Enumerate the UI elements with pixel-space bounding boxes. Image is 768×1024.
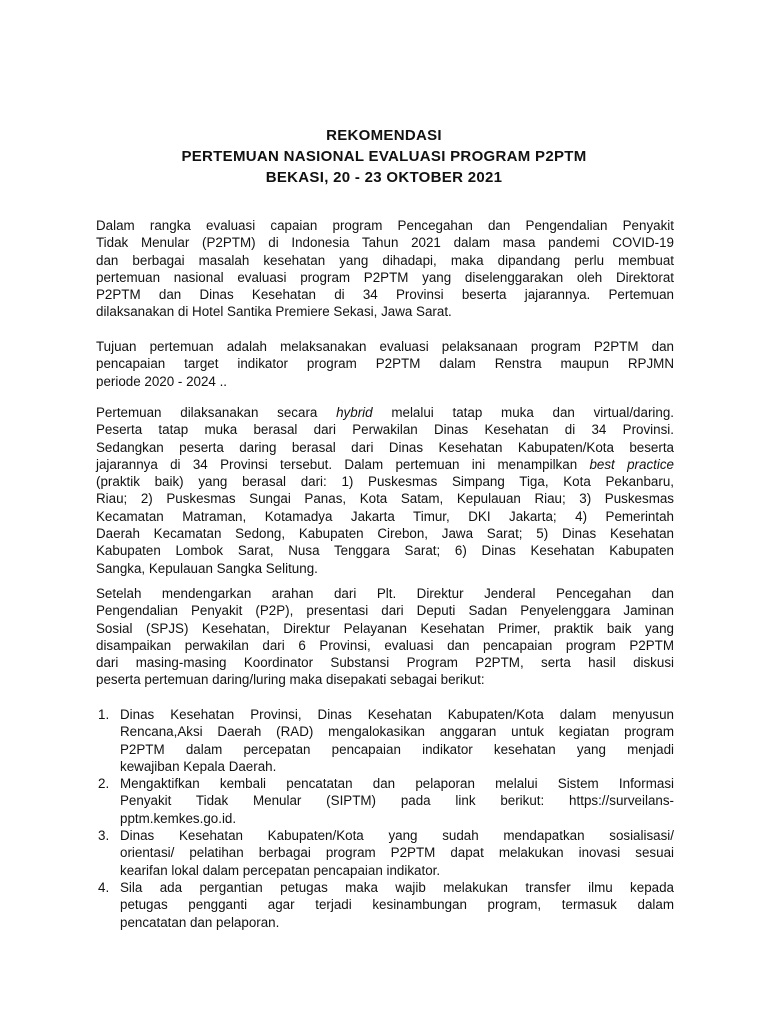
list-line: pptm.kemkes.go.id. xyxy=(120,810,237,826)
list-line: kearifan lokal dalam percepatan pencapaian indikator. xyxy=(120,862,441,878)
list-item xyxy=(96,879,674,931)
paragraph-line: dari masing-masing Koordinator Substansi Program P2PTM, serta hasil diskusi xyxy=(96,655,674,671)
list-item xyxy=(96,827,674,879)
paragraph-2 xyxy=(96,338,674,390)
list-line: kewajiban Kepala Daerah. xyxy=(120,758,277,774)
paragraph-line: Kabupaten Lombok Sarat, Nusa Tenggara Sarat; 6) Dinas Kesehatan Kabupaten xyxy=(96,543,674,559)
list-line: Mengaktifkan kembali pencatatan dan pelaporan melalui Sistem Informasi xyxy=(120,776,674,792)
paragraph-1 xyxy=(96,217,674,321)
paragraph-line: Kecamatan Matraman, Kotamadya Jakarta Timur, DKI Jakarta; 4) Pemerintah xyxy=(96,508,674,524)
paragraph-line: Peserta tatap muka berasal dari Perwakilan Dinas Kesehatan di 34 Provinsi. xyxy=(96,422,674,438)
list-line: Rencana,Aksi Daerah (RAD) mengalokasikan anggaran untuk kegiatan program xyxy=(120,724,674,740)
list-line: orientasi/ pelatihan berbagai program P2PTM dapat melakukan inovasi sesuai xyxy=(120,845,674,861)
list-line: Dinas Kesehatan Provinsi, Dinas Kesehatan Kabupaten/Kota dalam menyusun xyxy=(120,707,674,722)
paragraph-line: Sosial (SPJS) Kesehatan, Direktur Pelayanan Kesehatan Primer, praktik baik yang xyxy=(96,620,674,636)
paragraph-line: Pengendalian Penyakit (P2P), presentasi dari Deputi Sadan Penyelenggara Jaminan xyxy=(96,603,674,619)
paragraph-line: disampaikan perwakilan dari 6 Provinsi, evaluasi dan pencapaian program P2PTM xyxy=(96,637,674,653)
paragraph-line: pertemuan nasional evaluasi program P2PTM yang diselenggarakan oleh Direktorat xyxy=(96,269,674,285)
paragraph-line: P2PTM dan Dinas Kesehatan di 34 Provinsi beserta jajarannya. Pertemuan xyxy=(96,287,674,303)
list-number: 1. xyxy=(98,707,110,722)
paragraph-line: Tidak Menular (P2PTM) di Indonesia Tahun 2021 dalam masa pandemi COVID-19 xyxy=(96,235,674,251)
paragraph-line: Setelah mendengarkan arahan dari Plt. Direktur Jenderal Pencegahan dan xyxy=(96,586,674,601)
paragraph-text: jajarannya di 34 Provinsi tersebut. Dalam pertemuan ini menampilkan xyxy=(96,456,590,472)
list-number: 2. xyxy=(98,776,110,792)
title-line-2: PERTEMUAN NASIONAL EVALUASI PROGRAM P2PTM xyxy=(181,148,587,165)
emphasis-text: hybrid xyxy=(336,405,373,420)
paragraph-line: Sedangkan peserta daring berasal dari Dinas Kesehatan Kabupaten/Kota beserta xyxy=(96,439,674,455)
paragraph-line: (praktik baik) yang berasal dari: 1) Puskesmas Simpang Tiga, Kota Pekanbaru, xyxy=(96,474,674,490)
list-line: P2PTM dalam percepatan pencapaian indikator kesehatan yang menjadi xyxy=(120,741,674,757)
paragraph-line: dan berbagai masalah kesehatan yang dihadapi, maka dipandang perlu membuat xyxy=(96,252,674,268)
paragraph-line: Dalam rangka evaluasi capaian program Pencegahan dan Pengendalian Penyakit xyxy=(96,218,674,233)
paragraph-line: Tujuan pertemuan adalah melaksanakan evaluasi pelaksanaan program P2PTM dan xyxy=(96,339,674,354)
paragraph-line xyxy=(96,456,674,473)
paragraph-text: Pertemuan dilaksanakan secara xyxy=(96,405,337,420)
title-line-1: REKOMENDASI xyxy=(326,127,442,144)
document-title xyxy=(0,125,768,188)
list-item xyxy=(96,706,674,775)
paragraph-4 xyxy=(96,585,674,689)
paragraph-line: peserta pertemuan daring/luring maka disepakati sebagai berikut: xyxy=(96,672,485,688)
emphasis-text: best practice xyxy=(589,456,674,472)
list-item xyxy=(96,775,674,827)
list-line: Sila ada pergantian petugas maka wajib melakukan transfer ilmu kepada xyxy=(120,879,674,895)
list-number: 3. xyxy=(98,828,110,844)
recommendation-list xyxy=(96,706,674,931)
paragraph-line: Riau; 2) Puskesmas Sungai Panas, Kota Satam, Kepulauan Riau; 3) Puskesmas xyxy=(96,491,674,507)
paragraph-line xyxy=(96,404,674,421)
paragraph-text: melalui tatap muka dan virtual/daring. xyxy=(372,405,674,420)
paragraph-line: periode 2020 - 2024 .. xyxy=(96,373,228,389)
list-line: Penyakit Tidak Menular (SIPTM) pada link berikut: https://surveilans- xyxy=(120,793,674,809)
paragraph-3 xyxy=(96,404,674,577)
list-line: Dinas Kesehatan Kabupaten/Kota yang sudah mendapatkan sosialisasi/ xyxy=(120,828,674,844)
paragraph-line: pencapaian target indikator program P2PTM dalam Renstra maupun RPJMN xyxy=(96,356,674,372)
list-number: 4. xyxy=(98,879,110,895)
paragraph-line: dilaksanakan di Hotel Santika Premiere Sekasi, Jawa Sarat. xyxy=(96,304,452,320)
paragraph-line: Daerah Kecamatan Sedong, Kabupaten Cirebon, Jawa Sarat; 5) Dinas Kesehatan xyxy=(96,526,674,542)
list-line: pencatatan dan pelaporan. xyxy=(120,914,280,930)
title-line-3: BEKASI, 20 - 23 OKTOBER 2021 xyxy=(265,169,503,186)
paragraph-line: Sangka, Kepulauan Sangka Selitung. xyxy=(96,560,318,576)
list-line: petugas pengganti agar terjadi kesinambungan program, termasuk dalam xyxy=(120,897,674,913)
